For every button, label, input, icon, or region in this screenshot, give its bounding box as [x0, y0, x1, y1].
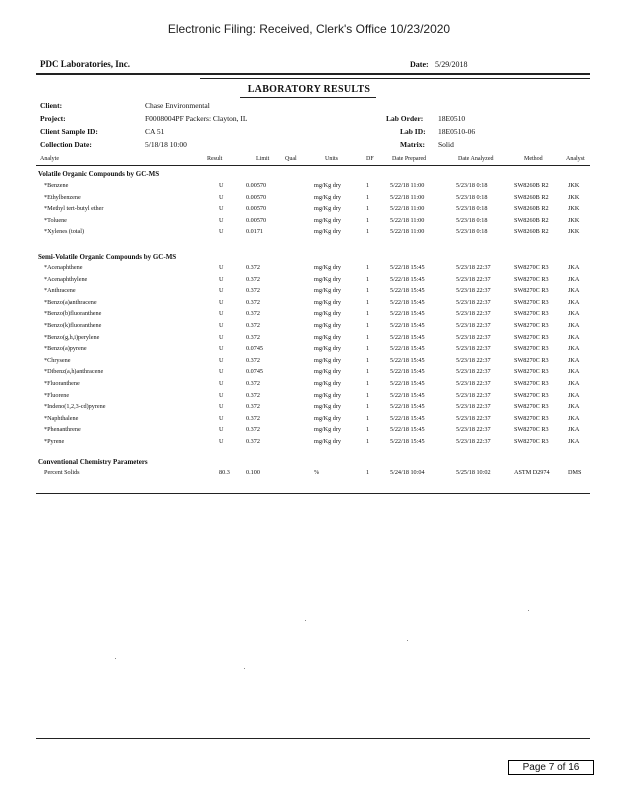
row-analyte: *Dibenz(a,h)anthracene: [44, 368, 104, 376]
lab-id-label: Lab ID:: [400, 127, 426, 136]
col-units: Units: [325, 156, 339, 162]
row-df: 1: [366, 469, 370, 476]
row-df: 1: [366, 333, 370, 341]
row-method: SW8270C R3: [514, 356, 549, 364]
table-row: [0, 299, 618, 310]
row-limit: 0.372: [246, 380, 260, 387]
table-row: [0, 357, 618, 368]
row-date-analyzed: 5/23/18 0:18: [456, 228, 488, 236]
row-result: U: [219, 438, 224, 445]
row-df: 1: [366, 380, 370, 387]
row-units: mg/Kg dry: [314, 403, 341, 411]
row-analyst: JKA: [568, 391, 580, 399]
row-analyte: *Acenaphthylene: [44, 275, 88, 283]
project-label: Project:: [40, 114, 66, 123]
header-rule: [36, 73, 590, 75]
sample-id-value: CA 51: [145, 127, 165, 136]
row-analyte: *Benzo(a)anthracene: [44, 298, 97, 306]
row-analyte: *Anthracene: [44, 287, 76, 295]
row-df: 1: [366, 345, 370, 353]
row-result: U: [219, 205, 224, 213]
row-analyte: Percent Solids: [44, 469, 80, 476]
row-method: SW8260B R2: [514, 193, 549, 201]
row-result: U: [219, 414, 224, 422]
row-analyte: *Pyrene: [44, 438, 65, 445]
client-label: Client:: [40, 101, 63, 110]
row-limit: 0.372: [246, 333, 260, 341]
row-date-prepared: 5/22/18 15:45: [390, 264, 425, 271]
row-method: SW8270C R3: [514, 391, 549, 399]
row-analyst: JKA: [568, 426, 580, 434]
row-result: U: [219, 322, 224, 329]
footer-rule: [36, 738, 590, 739]
col-date-analyzed: Date Analyzed: [458, 156, 494, 162]
row-date-prepared: 5/22/18 15:45: [390, 345, 425, 353]
section-title: Conventional Chemistry Parameters: [38, 458, 148, 466]
row-method: SW8260B R2: [514, 182, 549, 189]
row-date-prepared: 5/22/18 15:45: [390, 287, 425, 295]
row-units: mg/Kg dry: [314, 182, 341, 189]
row-analyst: JKK: [568, 216, 580, 224]
row-df: 1: [366, 275, 370, 283]
table-row: [0, 276, 618, 287]
table-row: [0, 345, 618, 356]
row-limit: 0.372: [246, 414, 260, 422]
table-row: [0, 469, 618, 480]
row-analyte: *Benzo(k)fluoranthene: [44, 322, 102, 329]
row-analyst: JKA: [568, 356, 580, 364]
row-limit: 0.0745: [246, 345, 264, 353]
row-limit: 0.372: [246, 391, 260, 399]
row-units: mg/Kg dry: [314, 426, 341, 434]
row-df: 1: [366, 205, 370, 213]
row-df: 1: [366, 182, 370, 189]
client-value: Chase Environmental: [145, 101, 210, 110]
row-df: 1: [366, 287, 370, 295]
row-limit: 0.372: [246, 287, 260, 295]
row-analyte: *Acenaphthene: [44, 264, 83, 271]
row-limit: 0.372: [246, 322, 260, 329]
table-row: [0, 205, 618, 216]
section-title: Volatile Organic Compounds by GC-MS: [38, 170, 160, 178]
row-limit: 0.372: [246, 310, 260, 318]
row-analyte: *Fluorene: [44, 391, 70, 399]
row-analyst: JKA: [568, 333, 580, 341]
row-analyte: *Fluoranthene: [44, 380, 80, 387]
row-df: 1: [366, 322, 370, 329]
row-limit: 0.100: [246, 469, 260, 476]
row-analyte: *Ethylbenzene: [44, 193, 81, 201]
row-analyte: *Xylenes (total): [44, 228, 85, 236]
row-date-analyzed: 5/23/18 22:37: [456, 298, 491, 306]
row-df: 1: [366, 414, 370, 422]
scan-speck: [305, 620, 306, 621]
row-method: SW8270C R3: [514, 310, 549, 318]
row-date-prepared: 5/22/18 15:45: [390, 275, 425, 283]
lab-id-value: 18E0510-06: [438, 127, 476, 136]
row-result: U: [219, 426, 224, 434]
row-df: 1: [366, 193, 370, 201]
row-units: mg/Kg dry: [314, 368, 341, 376]
row-limit: 0.0745: [246, 368, 264, 376]
col-analyte: Analyte: [40, 156, 59, 162]
filing-banner: Electronic Filing: Received, Clerk's Office 10/23/2020: [167, 22, 451, 36]
row-method: SW8270C R3: [514, 298, 549, 306]
header-rule-2: [200, 78, 590, 79]
row-date-analyzed: 5/23/18 22:37: [456, 264, 491, 271]
row-method: SW8270C R3: [514, 287, 549, 295]
row-analyst: JKA: [568, 287, 580, 295]
row-date-analyzed: 5/23/18 22:37: [456, 275, 491, 283]
row-units: mg/Kg dry: [314, 333, 341, 341]
row-limit: 0.00570: [246, 205, 267, 213]
table-row: [0, 380, 618, 391]
row-date-prepared: 5/22/18 11:00: [390, 216, 425, 224]
col-result: Result: [207, 156, 223, 162]
table-row: [0, 264, 618, 275]
row-analyst: JKA: [568, 380, 580, 387]
table-row: [0, 182, 618, 193]
table-row: [0, 438, 618, 449]
row-date-analyzed: 5/23/18 22:37: [456, 391, 491, 399]
row-units: mg/Kg dry: [314, 391, 341, 399]
row-units: mg/Kg dry: [314, 322, 341, 329]
row-result: U: [219, 264, 224, 271]
table-row: [0, 228, 618, 239]
row-method: SW8270C R3: [514, 333, 549, 341]
row-units: mg/Kg dry: [314, 287, 341, 295]
row-date-analyzed: 5/23/18 22:37: [456, 414, 491, 422]
row-method: SW8270C R3: [514, 275, 549, 283]
col-df: DF: [366, 156, 374, 162]
row-analyst: JKK: [568, 205, 580, 213]
row-df: 1: [366, 310, 370, 318]
lab-order-label: Lab Order:: [386, 114, 424, 123]
row-date-prepared: 5/22/18 15:45: [390, 403, 425, 411]
row-date-analyzed: 5/23/18 22:37: [456, 368, 491, 376]
report-date-label: Date:: [410, 60, 429, 69]
row-analyst: DMS: [568, 469, 582, 476]
row-analyst: JKK: [568, 228, 580, 236]
row-method: SW8260B R2: [514, 205, 549, 213]
row-date-prepared: 5/22/18 11:00: [390, 182, 425, 189]
table-row: [0, 368, 618, 379]
row-analyst: JKA: [568, 264, 580, 271]
row-units: mg/Kg dry: [314, 205, 341, 213]
row-units: mg/Kg dry: [314, 298, 341, 306]
row-analyte: *Methyl tert-butyl ether: [44, 205, 104, 213]
row-date-prepared: 5/24/18 10:04: [390, 469, 425, 476]
row-limit: 0.0171: [246, 228, 264, 236]
row-df: 1: [366, 298, 370, 306]
row-analyte: *Benzo(g,h,i)perylene: [44, 333, 100, 341]
scan-speck: [244, 668, 245, 669]
row-df: 1: [366, 228, 370, 236]
row-method: SW8260B R2: [514, 216, 549, 224]
row-units: mg/Kg dry: [314, 193, 341, 201]
row-date-analyzed: 5/23/18 22:37: [456, 438, 491, 445]
row-limit: 0.372: [246, 275, 260, 283]
row-date-analyzed: 5/23/18 22:37: [456, 356, 491, 364]
row-date-analyzed: 5/23/18 22:37: [456, 287, 491, 295]
row-date-analyzed: 5/23/18 0:18: [456, 182, 488, 189]
col-analyst: Analyst: [566, 156, 585, 162]
company-name: PDC Laboratories, Inc.: [40, 59, 130, 69]
col-date-prepared: Date Prepared: [392, 156, 427, 162]
table-row: [0, 310, 618, 321]
row-analyte: *Chrysene: [44, 356, 71, 364]
row-result: U: [219, 391, 224, 399]
row-analyte: *Benzo(b)fluoranthene: [44, 310, 102, 318]
row-date-prepared: 5/22/18 15:45: [390, 298, 425, 306]
row-result: U: [219, 193, 224, 201]
column-header-rule: [36, 165, 590, 166]
row-analyte: *Phenanthrene: [44, 426, 81, 434]
row-limit: 0.372: [246, 438, 260, 445]
row-analyst: JKA: [568, 275, 580, 283]
row-df: 1: [366, 438, 370, 445]
page-number: Page 7 of 16: [508, 760, 594, 775]
row-date-analyzed: 5/23/18 22:37: [456, 380, 491, 387]
row-analyst: JKA: [568, 345, 580, 353]
row-df: 1: [366, 264, 370, 271]
row-analyst: JKA: [568, 368, 580, 376]
lab-order-value: 18E0510: [438, 114, 466, 123]
row-analyst: JKK: [568, 182, 580, 189]
row-date-analyzed: 5/23/18 22:37: [456, 322, 491, 329]
row-date-analyzed: 5/23/18 22:37: [456, 333, 491, 341]
row-analyte: *Indeno(1,2,3-cd)pyrene: [44, 403, 106, 411]
row-analyst: JKA: [568, 403, 580, 411]
row-date-prepared: 5/22/18 15:45: [390, 414, 425, 422]
row-limit: 0.00570: [246, 216, 267, 224]
row-df: 1: [366, 403, 370, 411]
row-method: SW8270C R3: [514, 264, 549, 271]
table-row: [0, 403, 618, 414]
row-analyte: *Benzene: [44, 182, 69, 189]
project-value: F0008004PF Packers: Clayton, IL: [145, 114, 248, 123]
row-result: U: [219, 403, 224, 411]
row-units: mg/Kg dry: [314, 310, 341, 318]
row-limit: 0.372: [246, 403, 260, 411]
row-limit: 0.372: [246, 264, 260, 271]
sample-id-label: Client Sample ID:: [40, 127, 98, 136]
row-df: 1: [366, 391, 370, 399]
col-qual: Qual: [285, 156, 297, 162]
row-date-analyzed: 5/23/18 22:37: [456, 310, 491, 318]
row-result: 80.3: [219, 469, 230, 476]
row-date-prepared: 5/22/18 15:45: [390, 333, 425, 341]
row-method: SW8270C R3: [514, 380, 549, 387]
row-date-analyzed: 5/23/18 0:18: [456, 216, 488, 224]
section-title: Semi-Volatile Organic Compounds by GC-MS: [38, 253, 177, 261]
row-units: mg/Kg dry: [314, 275, 341, 283]
row-analyst: JKA: [568, 414, 580, 422]
table-row: [0, 415, 618, 426]
table-row: [0, 194, 618, 205]
row-df: 1: [366, 216, 370, 224]
row-method: SW8270C R3: [514, 403, 549, 411]
row-analyst: JKA: [568, 298, 580, 306]
row-date-prepared: 5/22/18 11:00: [390, 228, 425, 236]
scan-speck: [407, 640, 408, 641]
row-analyte: *Naphthalene: [44, 414, 79, 422]
row-limit: 0.372: [246, 298, 260, 306]
row-analyte: *Benzo(a)pyrene: [44, 345, 87, 353]
row-method: SW8260B R2: [514, 228, 549, 236]
row-method: SW8270C R3: [514, 345, 549, 353]
row-date-prepared: 5/22/18 15:45: [390, 368, 425, 376]
row-limit: 0.00570: [246, 193, 267, 201]
row-result: U: [219, 287, 224, 295]
table-row: [0, 322, 618, 333]
row-units: mg/Kg dry: [314, 228, 341, 236]
row-result: U: [219, 356, 224, 364]
row-df: 1: [366, 356, 370, 364]
table-row: [0, 334, 618, 345]
row-result: U: [219, 228, 224, 236]
table-row: [0, 287, 618, 298]
row-method: SW8270C R3: [514, 414, 549, 422]
row-date-analyzed: 5/25/18 10:02: [456, 469, 491, 476]
row-result: U: [219, 380, 224, 387]
row-date-prepared: 5/22/18 15:45: [390, 380, 425, 387]
row-result: U: [219, 275, 224, 283]
table-row: [0, 426, 618, 437]
row-units: mg/Kg dry: [314, 380, 341, 387]
row-method: SW8270C R3: [514, 368, 549, 376]
table-end-rule: [36, 493, 590, 494]
row-analyst: JKK: [568, 193, 580, 201]
report-date-value: 5/29/2018: [435, 60, 468, 69]
row-units: mg/Kg dry: [314, 356, 341, 364]
row-result: U: [219, 298, 224, 306]
row-units: mg/Kg dry: [314, 216, 341, 224]
row-date-analyzed: 5/23/18 0:18: [456, 193, 488, 201]
row-analyst: JKA: [568, 322, 580, 329]
row-result: U: [219, 333, 224, 341]
row-date-prepared: 5/22/18 15:45: [390, 438, 425, 445]
row-units: mg/Kg dry: [314, 414, 341, 422]
row-date-prepared: 5/22/18 11:00: [390, 205, 425, 213]
row-limit: 0.00570: [246, 182, 267, 189]
row-method: ASTM D2974: [514, 469, 550, 476]
scan-speck: [115, 658, 116, 659]
table-row: [0, 392, 618, 403]
row-limit: 0.372: [246, 356, 260, 364]
row-result: U: [219, 216, 224, 224]
collection-date-label: Collection Date:: [40, 140, 92, 149]
row-result: U: [219, 345, 224, 353]
matrix-value: Solid: [438, 140, 454, 149]
row-date-prepared: 5/22/18 15:45: [390, 356, 425, 364]
row-analyte: *Toluene: [44, 216, 67, 224]
row-analyst: JKA: [568, 438, 580, 445]
row-limit: 0.372: [246, 426, 260, 434]
row-date-prepared: 5/22/18 15:45: [390, 426, 425, 434]
row-date-analyzed: 5/23/18 22:37: [456, 345, 491, 353]
row-units: mg/Kg dry: [314, 438, 341, 445]
row-date-prepared: 5/22/18 15:45: [390, 322, 425, 329]
row-analyst: JKA: [568, 310, 580, 318]
row-method: SW8270C R3: [514, 426, 549, 434]
collection-date-value: 5/18/18 10:00: [145, 140, 187, 149]
row-result: U: [219, 182, 224, 189]
row-date-analyzed: 5/23/18 22:37: [456, 403, 491, 411]
row-date-analyzed: 5/23/18 0:18: [456, 205, 488, 213]
matrix-label: Matrix:: [400, 140, 425, 149]
row-result: U: [219, 368, 224, 376]
row-df: 1: [366, 426, 370, 434]
row-date-analyzed: 5/23/18 22:37: [456, 426, 491, 434]
col-limit: Limit: [256, 156, 270, 162]
row-df: 1: [366, 368, 370, 376]
title-underline: [240, 97, 376, 98]
row-units: mg/Kg dry: [314, 345, 341, 353]
col-method: Method: [524, 156, 543, 162]
row-units: %: [314, 469, 320, 476]
table-row: [0, 217, 618, 228]
row-date-prepared: 5/22/18 15:45: [390, 391, 425, 399]
row-date-prepared: 5/22/18 15:45: [390, 310, 425, 318]
scan-speck: [528, 610, 529, 611]
row-date-prepared: 5/22/18 11:00: [390, 193, 425, 201]
row-units: mg/Kg dry: [314, 264, 341, 271]
row-method: SW8270C R3: [514, 322, 549, 329]
row-method: SW8270C R3: [514, 438, 549, 445]
page-title: LABORATORY RESULTS: [247, 84, 371, 95]
row-result: U: [219, 310, 224, 318]
